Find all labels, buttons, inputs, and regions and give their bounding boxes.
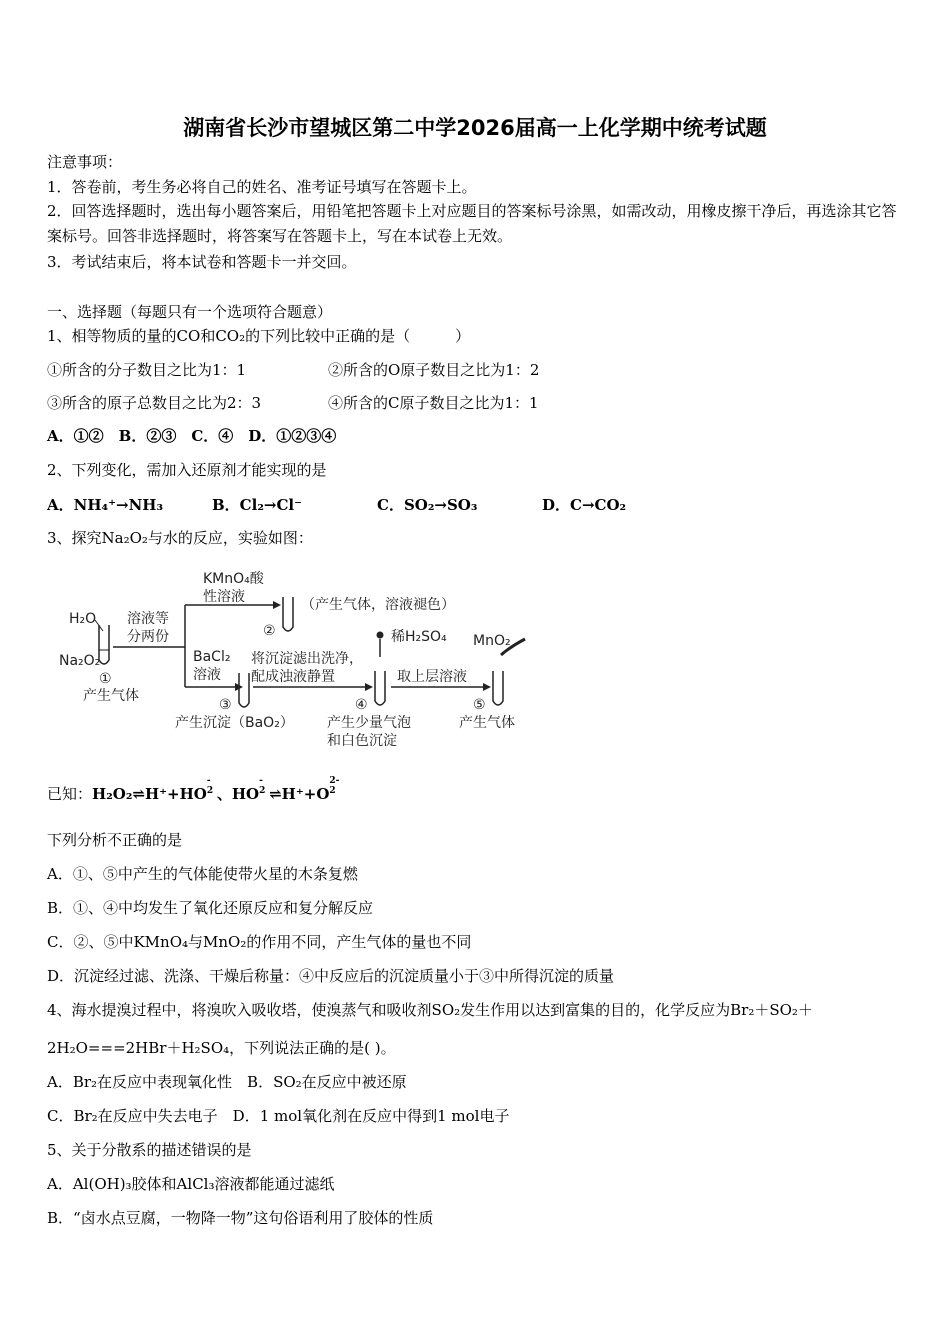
q5-stem: 5、关于分散系的描述错误的是 (47, 1141, 252, 1159)
q2-option-c: C．SO₂→SO₃ (377, 496, 478, 514)
notice-item-3: 3．考试结束后，将本试卷和答题卡一并交回。 (47, 253, 357, 271)
notice-heading: 注意事项： (47, 153, 123, 171)
label-tube-5: ⑤ (473, 697, 486, 713)
q2-stem: 2、下列变化，需加入还原剂才能实现的是 (47, 461, 327, 479)
q1-statement-1: ①所含的分子数目之比为1：1 (47, 361, 247, 379)
section-heading: 一、选择题（每题只有一个选项符合题意） (47, 303, 333, 321)
label-kmno4-2: 性溶液 (203, 589, 245, 605)
test-tube-1 (99, 625, 109, 664)
label-bubble-1: 产生少量气泡 (327, 715, 411, 731)
q3-stem: 3、探究Na₂O₂与水的反应，实验如图： (47, 529, 313, 547)
q1-options: A．①② B．②③ C．④ D．①②③④ (47, 427, 337, 445)
label-na2o2: Na₂O₂ (59, 653, 101, 669)
q4-options-ab: A．Br₂在反应中表现氧化性 B．SO₂在反应中被还原 (47, 1073, 407, 1091)
label-wash-1: 将沉淀滤出洗净， (251, 651, 363, 667)
notice-item-2: 2．回答选择题时，选出每小题答案后，用铅笔把答题卡上对应题目的答案标号涂黑，如需改动，用橡皮擦干净后，再选涂其它答案标号。回答非选择题时，将答案写在答题卡上，写在本试卷上无效。 (47, 202, 897, 245)
test-tube-4 (375, 671, 385, 705)
label-mno2: MnO₂ (473, 633, 511, 649)
label-tube-2: ② (263, 623, 276, 639)
label-h2o: H₂O (69, 611, 97, 627)
test-tube-2 (283, 597, 293, 631)
test-tube-5 (493, 671, 503, 705)
label-gas-1: 产生气体 (83, 688, 139, 704)
label-tube-1: ① (99, 671, 112, 687)
q3-known: 已知：H₂O₂⇌H⁺+HO - 2 、HO - 2 ⇌H⁺+O 2- 2 (47, 776, 340, 803)
label-bubble-2: 和白色沉淀 (327, 733, 397, 749)
label-result-2: （产生气体，溶液褪色） (301, 597, 455, 613)
label-kmno4: KMnO₄酸 (203, 571, 264, 587)
label-h2so4: 稀H₂SO₄ (391, 629, 447, 645)
label-tube-3: ③ (219, 697, 232, 713)
notice-item-1: 1．答卷前，考生务必将自己的姓名、准考证号填写在答题卡上。 (47, 178, 477, 196)
q1-statement-2: ②所含的O原子数目之比为1：2 (328, 361, 540, 379)
q1-stem: 1、相等物质的量的CO和CO₂的下列比较中正确的是（ ） (47, 327, 471, 345)
page-title: 湖南省长沙市望城区第二中学2026届高一上化学期中统考试题 (183, 116, 767, 140)
q3-option-b: B．①、④中均发生了氧化还原反应和复分解反应 (47, 899, 374, 917)
q2-option-d: D．C→CO₂ (542, 496, 627, 514)
known-sep: 、HO (216, 785, 260, 803)
label-tube-4: ④ (355, 697, 368, 713)
q2-option-a: A．NH₄⁺→NH₃ (47, 496, 164, 514)
test-tube-3 (239, 673, 249, 707)
known-eq2: ⇌H⁺+O (269, 785, 330, 803)
label-bacl2: BaCl₂ (193, 649, 231, 665)
q2-options (47, 494, 626, 515)
label-precipitate: 产生沉淀（BaO₂） (175, 715, 294, 731)
q1-statement-3: ③所含的原子总数目之比为2：3 (47, 394, 262, 412)
q5-option-a: A．Al(OH)₃胶体和AlCl₃溶液都能通过滤纸 (47, 1175, 335, 1193)
q4-stem-1: 4、海水提溴过程中，将溴吹入吸收塔，使溴蒸气和吸收剂SO₂发生作用以达到富集的目的，化学反应为Br₂＋SO₂＋ (47, 1001, 813, 1019)
label-take-upper: 取上层溶液 (397, 669, 467, 685)
label-wash-2: 配成浊液静置 (251, 669, 335, 685)
q4-stem-2: 2H₂O===2HBr＋H₂SO₄，下列说法正确的是( )。 (47, 1039, 396, 1057)
known-eq1: H₂O₂⇌H⁺+HO (92, 785, 207, 803)
label-split-1: 溶液等 (127, 611, 169, 627)
q3-option-a: A．①、⑤中产生的气体能使带火星的木条复燃 (47, 865, 358, 883)
label-gas-5: 产生气体 (459, 715, 515, 731)
q3-option-d: D．沉淀经过滤、洗涤、干燥后称量：④中反应后的沉淀质量小于③中所得沉淀的质量 (47, 967, 615, 985)
q2-option-b: B．Cl₂→Cl⁻ (212, 496, 303, 514)
q3-ask: 下列分析不正确的是 (47, 831, 183, 849)
experiment-diagram (55, 565, 535, 765)
q3-option-c: C．②、⑤中KMnO₄与MnO₂的作用不同，产生气体的量也不同 (47, 933, 472, 951)
q5-option-b: B．“卤水点豆腐，一物降一物”这句俗语利用了胶体的性质 (47, 1209, 434, 1227)
label-bacl2-2: 溶液 (193, 667, 221, 683)
known-prefix: 已知： (47, 785, 93, 803)
q1-statement-4: ④所含的C原子数目之比为1：1 (328, 394, 539, 412)
q4-options-cd: C．Br₂在反应中失去电子 D．1 mol氧化剂在反应中得到1 mol电子 (47, 1107, 510, 1125)
label-split-2: 分两份 (127, 629, 169, 645)
